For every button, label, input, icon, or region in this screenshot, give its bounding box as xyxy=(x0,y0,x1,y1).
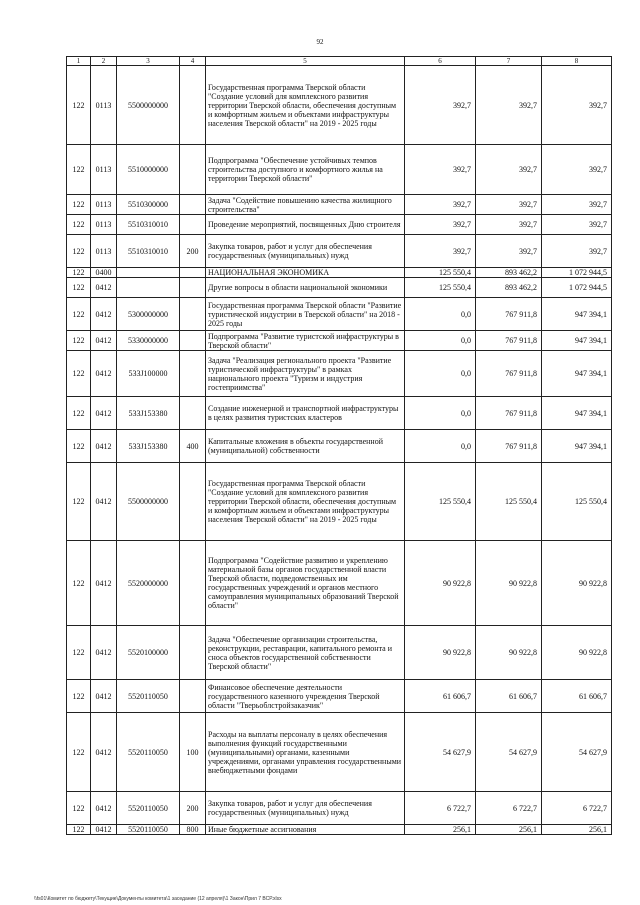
col-name: Государственная программа Тверской области "Создание условий для комплексного развития территории Тверской области, обеспечения доступным и комфортным жильем и объектами инфраструктуры населения Тверской области" на 2019 - 2025 годы xyxy=(206,66,405,145)
col-amount-2: 767 911,8 xyxy=(476,331,542,351)
col-amount-2: 61 606,7 xyxy=(476,680,542,713)
column-header: 5 xyxy=(206,57,405,66)
col-name: Задача "Обеспечение организации строительства, реконструкции, реставрации, капитального ремонта и сноса объектов государственной собственности Тверской области" xyxy=(206,626,405,680)
col-expense-type xyxy=(180,268,206,278)
col-expense-type xyxy=(180,463,206,541)
col-name: Закупка товаров, работ и услуг для обеспечения государственных (муниципальных) нужд xyxy=(206,235,405,268)
column-header: 1 xyxy=(67,57,91,66)
col-amount-3: 947 394,1 xyxy=(542,298,612,331)
table-row xyxy=(67,195,612,215)
col-amount-1: 256,1 xyxy=(405,825,476,835)
col-amount-3: 54 627,9 xyxy=(542,713,612,792)
table-row xyxy=(67,430,612,463)
col-amount-1: 392,7 xyxy=(405,195,476,215)
col-amount-1: 392,7 xyxy=(405,235,476,268)
col-amount-2: 54 627,9 xyxy=(476,713,542,792)
col-grbs: 122 xyxy=(67,331,91,351)
col-target-article: 533J153380 xyxy=(117,397,180,430)
col-amount-3: 392,7 xyxy=(542,215,612,235)
col-grbs: 122 xyxy=(67,713,91,792)
col-section: 0412 xyxy=(91,825,117,835)
col-section: 0412 xyxy=(91,331,117,351)
table-row xyxy=(67,215,612,235)
col-grbs: 122 xyxy=(67,430,91,463)
col-section: 0412 xyxy=(91,626,117,680)
col-target-article: 533J100000 xyxy=(117,351,180,397)
col-target-article: 533J153380 xyxy=(117,430,180,463)
col-target-article: 5520100000 xyxy=(117,626,180,680)
col-section: 0412 xyxy=(91,430,117,463)
col-name: Капитальные вложения в объекты государственной (муниципальной) собственности xyxy=(206,430,405,463)
col-amount-3: 1 072 944,5 xyxy=(542,278,612,298)
col-expense-type xyxy=(180,541,206,626)
table-row xyxy=(67,825,612,835)
col-expense-type: 100 xyxy=(180,713,206,792)
file-path-footer: \\fs01\Комитет по бюджету\Текущие\Документы комитета\1 заседание (12 апреля)\1 Закон\Прил 7 ВСР.xlsx xyxy=(34,896,282,902)
col-target-article: 5520110050 xyxy=(117,792,180,825)
col-section: 0412 xyxy=(91,278,117,298)
column-header: 6 xyxy=(405,57,476,66)
col-section: 0412 xyxy=(91,298,117,331)
col-amount-2: 6 722,7 xyxy=(476,792,542,825)
col-section: 0412 xyxy=(91,463,117,541)
col-expense-type xyxy=(180,626,206,680)
col-amount-3: 392,7 xyxy=(542,66,612,145)
col-expense-type xyxy=(180,278,206,298)
col-amount-2: 90 922,8 xyxy=(476,541,542,626)
col-expense-type: 800 xyxy=(180,825,206,835)
col-expense-type xyxy=(180,680,206,713)
col-amount-3: 392,7 xyxy=(542,235,612,268)
col-target-article: 5330000000 xyxy=(117,331,180,351)
col-amount-1: 392,7 xyxy=(405,66,476,145)
col-target-article: 5500000000 xyxy=(117,463,180,541)
col-name: Создание инженерной и транспортной инфраструктуры в целях развития туристских кластеров xyxy=(206,397,405,430)
col-amount-3: 392,7 xyxy=(542,145,612,195)
col-section: 0113 xyxy=(91,215,117,235)
col-grbs: 122 xyxy=(67,351,91,397)
col-name: Подпрограмма "Содействие развитию и укреплению материальной базы органов государственной власти Тверской области, подведомственных им государственных учреждений и органов местного самоуправления муниципальных образований Тверской области" xyxy=(206,541,405,626)
col-name: НАЦИОНАЛЬНАЯ ЭКОНОМИКА xyxy=(206,268,405,278)
col-name: Другие вопросы в области национальной экономики xyxy=(206,278,405,298)
col-target-article xyxy=(117,278,180,298)
column-header: 8 xyxy=(542,57,612,66)
col-grbs: 122 xyxy=(67,195,91,215)
table-row xyxy=(67,331,612,351)
col-section: 0113 xyxy=(91,66,117,145)
col-amount-3: 6 722,7 xyxy=(542,792,612,825)
col-grbs: 122 xyxy=(67,215,91,235)
col-target-article: 5510000000 xyxy=(117,145,180,195)
col-name: Подпрограмма "Развитие туристской инфраструктуры в Тверской области" xyxy=(206,331,405,351)
col-amount-2: 767 911,8 xyxy=(476,298,542,331)
col-amount-2: 90 922,8 xyxy=(476,626,542,680)
col-expense-type xyxy=(180,66,206,145)
col-expense-type: 200 xyxy=(180,235,206,268)
col-amount-2: 767 911,8 xyxy=(476,397,542,430)
col-amount-3: 256,1 xyxy=(542,825,612,835)
col-amount-2: 392,7 xyxy=(476,215,542,235)
table-row xyxy=(67,680,612,713)
col-amount-3: 90 922,8 xyxy=(542,541,612,626)
col-expense-type: 400 xyxy=(180,430,206,463)
col-grbs: 122 xyxy=(67,145,91,195)
col-target-article: 5520110050 xyxy=(117,825,180,835)
col-grbs: 122 xyxy=(67,680,91,713)
col-name: Расходы на выплаты персоналу в целях обеспечения выполнения функций государственными (муниципальными) органами, казенными учреждениями, органами управления государственными внебюджетными фондами xyxy=(206,713,405,792)
table-row xyxy=(67,298,612,331)
budget-table xyxy=(66,56,612,835)
col-amount-1: 0,0 xyxy=(405,351,476,397)
col-amount-2: 392,7 xyxy=(476,66,542,145)
col-amount-1: 392,7 xyxy=(405,215,476,235)
col-section: 0412 xyxy=(91,713,117,792)
col-target-article: 5520000000 xyxy=(117,541,180,626)
table-row xyxy=(67,351,612,397)
col-amount-2: 392,7 xyxy=(476,195,542,215)
col-section: 0113 xyxy=(91,195,117,215)
col-amount-3: 947 394,1 xyxy=(542,351,612,397)
col-grbs: 122 xyxy=(67,792,91,825)
table-row xyxy=(67,792,612,825)
col-expense-type: 200 xyxy=(180,792,206,825)
col-expense-type xyxy=(180,351,206,397)
col-amount-1: 125 550,4 xyxy=(405,268,476,278)
col-target-article: 5500000000 xyxy=(117,66,180,145)
col-amount-1: 90 922,8 xyxy=(405,626,476,680)
column-header: 2 xyxy=(91,57,117,66)
col-amount-3: 947 394,1 xyxy=(542,430,612,463)
table-row xyxy=(67,397,612,430)
col-grbs: 122 xyxy=(67,626,91,680)
col-amount-1: 392,7 xyxy=(405,145,476,195)
col-expense-type xyxy=(180,215,206,235)
col-section: 0412 xyxy=(91,680,117,713)
col-grbs: 122 xyxy=(67,298,91,331)
col-expense-type xyxy=(180,145,206,195)
table-row xyxy=(67,713,612,792)
col-amount-2: 392,7 xyxy=(476,235,542,268)
col-grbs: 122 xyxy=(67,825,91,835)
col-amount-1: 0,0 xyxy=(405,331,476,351)
col-amount-2: 893 462,2 xyxy=(476,278,542,298)
page-number: 92 xyxy=(316,38,324,46)
table-row xyxy=(67,463,612,541)
col-name: Государственная программа Тверской области "Развитие туристической индустрии в Тверской области" на 2018 - 2025 годы xyxy=(206,298,405,331)
column-header: 4 xyxy=(180,57,206,66)
col-grbs: 122 xyxy=(67,397,91,430)
col-name: Иные бюджетные ассигнования xyxy=(206,825,405,835)
table-row xyxy=(67,66,612,145)
col-amount-2: 392,7 xyxy=(476,145,542,195)
col-amount-2: 893 462,2 xyxy=(476,268,542,278)
col-amount-1: 0,0 xyxy=(405,298,476,331)
col-section: 0400 xyxy=(91,268,117,278)
col-target-article: 5520110050 xyxy=(117,713,180,792)
col-section: 0412 xyxy=(91,351,117,397)
table-row xyxy=(67,235,612,268)
col-expense-type xyxy=(180,195,206,215)
column-header: 7 xyxy=(476,57,542,66)
table-body xyxy=(67,66,612,835)
col-amount-3: 90 922,8 xyxy=(542,626,612,680)
col-grbs: 122 xyxy=(67,66,91,145)
col-amount-2: 767 911,8 xyxy=(476,430,542,463)
col-target-article xyxy=(117,268,180,278)
col-grbs: 122 xyxy=(67,541,91,626)
col-name: Задача "Содействие повышению качества жилищного строительства" xyxy=(206,195,405,215)
col-section: 0412 xyxy=(91,792,117,825)
col-amount-1: 0,0 xyxy=(405,430,476,463)
col-expense-type xyxy=(180,397,206,430)
col-grbs: 122 xyxy=(67,235,91,268)
col-amount-1: 0,0 xyxy=(405,397,476,430)
col-name: Проведение мероприятий, посвященных Дню строителя xyxy=(206,215,405,235)
col-amount-3: 1 072 944,5 xyxy=(542,268,612,278)
col-grbs: 122 xyxy=(67,278,91,298)
header-row xyxy=(67,57,612,66)
col-name: Закупка товаров, работ и услуг для обеспечения государственных (муниципальных) нужд xyxy=(206,792,405,825)
col-amount-1: 125 550,4 xyxy=(405,278,476,298)
col-grbs: 122 xyxy=(67,268,91,278)
col-section: 0412 xyxy=(91,397,117,430)
table-row xyxy=(67,541,612,626)
col-target-article: 5510310010 xyxy=(117,215,180,235)
column-header: 3 xyxy=(117,57,180,66)
table-row xyxy=(67,626,612,680)
col-name: Финансовое обеспечение деятельности государственного казенного учреждения Тверской области "Тверьоблстройзаказчик" xyxy=(206,680,405,713)
col-amount-1: 90 922,8 xyxy=(405,541,476,626)
table-row xyxy=(67,278,612,298)
col-amount-2: 256,1 xyxy=(476,825,542,835)
col-amount-1: 54 627,9 xyxy=(405,713,476,792)
col-amount-1: 6 722,7 xyxy=(405,792,476,825)
col-name: Подпрограмма "Обеспечение устойчивых темпов строительства доступного и комфортного жилья на территории Тверской области" xyxy=(206,145,405,195)
col-amount-2: 767 911,8 xyxy=(476,351,542,397)
col-target-article: 5510310010 xyxy=(117,235,180,268)
col-amount-3: 125 550,4 xyxy=(542,463,612,541)
col-name: Задача "Реализация регионального проекта "Развитие туристической инфраструктуры" в рамках национального проекта "Туризм и индустрия гостеприимства" xyxy=(206,351,405,397)
col-section: 0412 xyxy=(91,541,117,626)
col-target-article: 5300000000 xyxy=(117,298,180,331)
col-name: Государственная программа Тверской области "Создание условий для комплексного развития территории Тверской области, обеспечения доступным и комфортным жильем и объектами инфраструктуры населения Тверской области" на 2019 - 2025 годы xyxy=(206,463,405,541)
col-amount-3: 61 606,7 xyxy=(542,680,612,713)
col-amount-3: 392,7 xyxy=(542,195,612,215)
col-grbs: 122 xyxy=(67,463,91,541)
col-expense-type xyxy=(180,331,206,351)
col-target-article: 5520110050 xyxy=(117,680,180,713)
col-section: 0113 xyxy=(91,145,117,195)
table-row xyxy=(67,268,612,278)
col-amount-2: 125 550,4 xyxy=(476,463,542,541)
col-amount-3: 947 394,1 xyxy=(542,397,612,430)
col-amount-1: 61 606,7 xyxy=(405,680,476,713)
table-row xyxy=(67,145,612,195)
col-amount-3: 947 394,1 xyxy=(542,331,612,351)
col-expense-type xyxy=(180,298,206,331)
col-section: 0113 xyxy=(91,235,117,268)
col-amount-1: 125 550,4 xyxy=(405,463,476,541)
col-target-article: 5510300000 xyxy=(117,195,180,215)
